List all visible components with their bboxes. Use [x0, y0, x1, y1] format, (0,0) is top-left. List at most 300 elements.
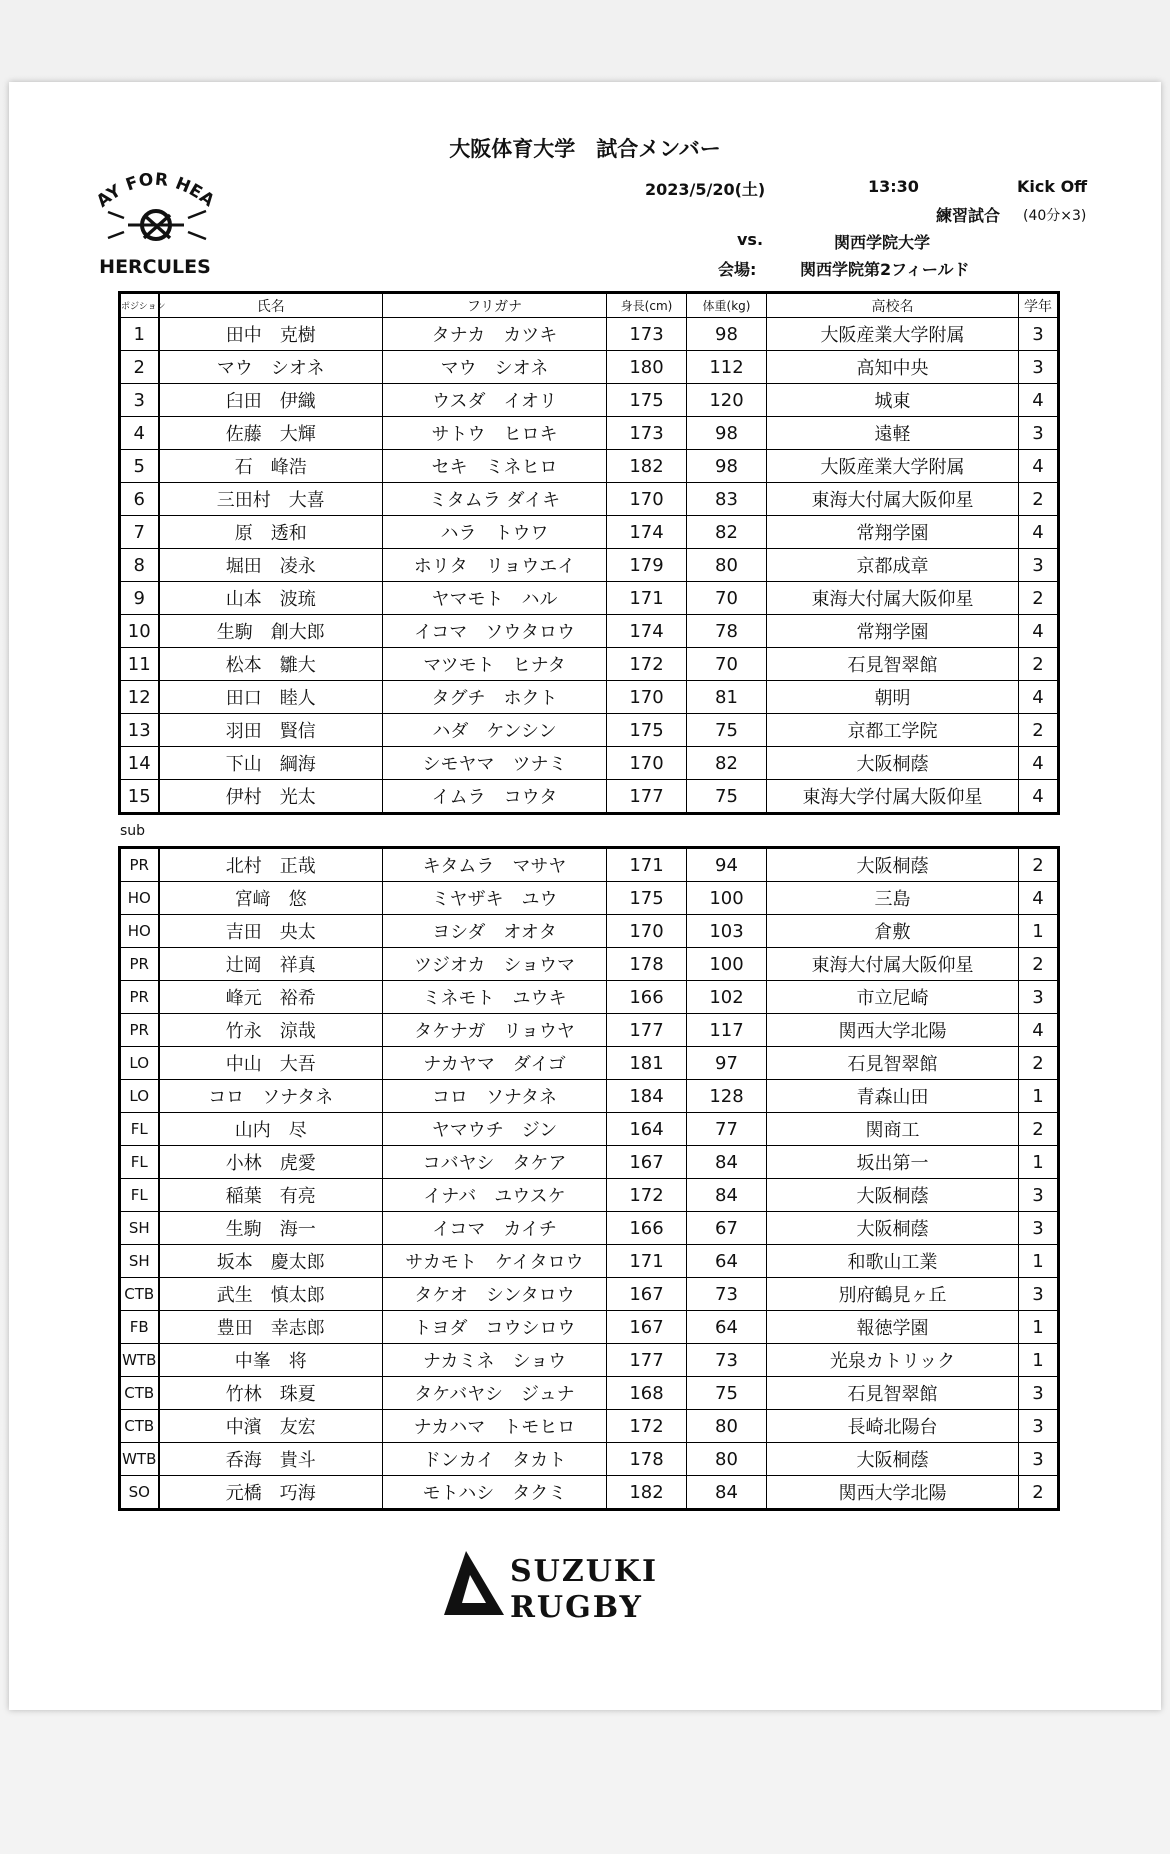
- position-cell: FL: [120, 1146, 159, 1179]
- year-cell: 1: [1019, 1146, 1059, 1179]
- year-cell: 3: [1019, 1443, 1059, 1476]
- position-cell: FL: [120, 1179, 159, 1212]
- name-cell: 元橋 巧海: [159, 1476, 383, 1510]
- starter-row: [120, 384, 1059, 417]
- position-cell: 13: [120, 714, 159, 747]
- weight-cell: 100: [687, 948, 767, 981]
- match-time: 13:30: [868, 177, 919, 196]
- school-cell: 京都工学院: [767, 714, 1019, 747]
- name-cell: 伊村 光太: [159, 780, 383, 814]
- vs-label: vs.: [737, 230, 764, 249]
- starter-row: [120, 516, 1059, 549]
- weight-cell: 102: [687, 981, 767, 1014]
- position-cell: PR: [120, 981, 159, 1014]
- weight-cell: 67: [687, 1212, 767, 1245]
- sub-row: [120, 1179, 1059, 1212]
- weight-cell: 117: [687, 1014, 767, 1047]
- weight-cell: 120: [687, 384, 767, 417]
- year-cell: 4: [1019, 1014, 1059, 1047]
- name-cell: 羽田 賢信: [159, 714, 383, 747]
- weight-cell: 80: [687, 549, 767, 582]
- school-cell: 高知中央: [767, 351, 1019, 384]
- svg-text:PLAY FOR HEART: AY FOR HEA: [92, 169, 219, 212]
- year-cell: 4: [1019, 384, 1059, 417]
- sub-row: [120, 848, 1059, 882]
- starter-row: [120, 549, 1059, 582]
- weight-cell: 80: [687, 1443, 767, 1476]
- sub-row: [120, 1212, 1059, 1245]
- weight-cell: 83: [687, 483, 767, 516]
- height-cell: 170: [607, 681, 687, 714]
- kana-cell: タナカ カツキ: [383, 318, 607, 351]
- venue-label: 会場:: [718, 260, 757, 279]
- sub-row: [120, 981, 1059, 1014]
- school-cell: 和歌山工業: [767, 1245, 1019, 1278]
- name-cell: 臼田 伊織: [159, 384, 383, 417]
- kana-cell: ミヤザキ ユウ: [383, 882, 607, 915]
- position-cell: 3: [120, 384, 159, 417]
- name-cell: コロ ソナタネ: [159, 1080, 383, 1113]
- school-cell: 大阪桐蔭: [767, 848, 1019, 882]
- position-cell: PR: [120, 948, 159, 981]
- height-cell: 178: [607, 1443, 687, 1476]
- year-cell: 3: [1019, 981, 1059, 1014]
- kana-cell: イコマ ソウタロウ: [383, 615, 607, 648]
- height-cell: 167: [607, 1311, 687, 1344]
- weight-cell: 84: [687, 1146, 767, 1179]
- year-cell: 1: [1019, 1344, 1059, 1377]
- weight-cell: 82: [687, 516, 767, 549]
- kana-cell: トヨダ コウシロウ: [383, 1311, 607, 1344]
- school-cell: 大阪桐蔭: [767, 747, 1019, 780]
- weight-cell: 77: [687, 1113, 767, 1146]
- year-cell: 4: [1019, 747, 1059, 780]
- height-cell: 172: [607, 648, 687, 681]
- sub-row: [120, 1443, 1059, 1476]
- name-cell: 田中 克樹: [159, 318, 383, 351]
- school-cell: 別府鶴見ヶ丘: [767, 1278, 1019, 1311]
- year-cell: 1: [1019, 1245, 1059, 1278]
- sub-row: [120, 1047, 1059, 1080]
- position-cell: CTB: [120, 1377, 159, 1410]
- kana-cell: イナバ ユウスケ: [383, 1179, 607, 1212]
- name-cell: 坂本 慶太郎: [159, 1245, 383, 1278]
- kickoff-label: Kick Off: [1017, 177, 1088, 196]
- height-cell: 173: [607, 417, 687, 450]
- kana-cell: マツモト ヒナタ: [383, 648, 607, 681]
- position-cell: CTB: [120, 1278, 159, 1311]
- school-cell: 大阪産業大学附属: [767, 450, 1019, 483]
- school-cell: 関西大学北陽: [767, 1014, 1019, 1047]
- year-cell: 2: [1019, 1476, 1059, 1510]
- kana-cell: ハラ トウワ: [383, 516, 607, 549]
- weight-cell: 84: [687, 1179, 767, 1212]
- height-cell: 171: [607, 1245, 687, 1278]
- position-cell: 5: [120, 450, 159, 483]
- school-cell: 遠軽: [767, 417, 1019, 450]
- height-cell: 170: [607, 747, 687, 780]
- weight-cell: 97: [687, 1047, 767, 1080]
- height-cell: 175: [607, 384, 687, 417]
- name-cell: 山本 波琉: [159, 582, 383, 615]
- sub-row: [120, 1311, 1059, 1344]
- year-cell: 2: [1019, 848, 1059, 882]
- name-cell: 中峯 将: [159, 1344, 383, 1377]
- weight-cell: 70: [687, 582, 767, 615]
- height-cell: 170: [607, 915, 687, 948]
- school-cell: 城東: [767, 384, 1019, 417]
- sub-row: [120, 1113, 1059, 1146]
- col-header-position: ポジション: [120, 293, 159, 318]
- weight-cell: 112: [687, 351, 767, 384]
- position-cell: FB: [120, 1311, 159, 1344]
- school-cell: 長崎北陽台: [767, 1410, 1019, 1443]
- weight-cell: 98: [687, 450, 767, 483]
- school-cell: 市立尼崎: [767, 981, 1019, 1014]
- weight-cell: 75: [687, 1377, 767, 1410]
- position-cell: WTB: [120, 1344, 159, 1377]
- col-header-year: 学年: [1019, 293, 1059, 318]
- position-cell: HO: [120, 915, 159, 948]
- position-cell: HO: [120, 882, 159, 915]
- starter-row: [120, 681, 1059, 714]
- year-cell: 2: [1019, 648, 1059, 681]
- height-cell: 178: [607, 948, 687, 981]
- year-cell: 3: [1019, 417, 1059, 450]
- weight-cell: 64: [687, 1311, 767, 1344]
- col-header-school: 高校名: [767, 293, 1019, 318]
- opponent-name: 関西学院大学: [834, 233, 931, 252]
- height-cell: 167: [607, 1146, 687, 1179]
- height-cell: 172: [607, 1410, 687, 1443]
- height-cell: 180: [607, 351, 687, 384]
- height-cell: 182: [607, 450, 687, 483]
- height-cell: 164: [607, 1113, 687, 1146]
- height-cell: 174: [607, 516, 687, 549]
- school-cell: 朝明: [767, 681, 1019, 714]
- year-cell: 2: [1019, 714, 1059, 747]
- school-cell: 石見智翠館: [767, 1377, 1019, 1410]
- subs-body: [120, 848, 1059, 1510]
- school-cell: 常翔学園: [767, 615, 1019, 648]
- col-header-weight: 体重(kg): [687, 293, 767, 318]
- year-cell: 3: [1019, 1278, 1059, 1311]
- weight-cell: 75: [687, 780, 767, 814]
- starter-row: [120, 648, 1059, 681]
- height-cell: 173: [607, 318, 687, 351]
- sub-row: [120, 1080, 1059, 1113]
- sub-row: [120, 1146, 1059, 1179]
- kana-cell: コロ ソナタネ: [383, 1080, 607, 1113]
- table-header-row: [120, 293, 1059, 318]
- school-cell: 報徳学園: [767, 1311, 1019, 1344]
- height-cell: 166: [607, 1212, 687, 1245]
- year-cell: 4: [1019, 516, 1059, 549]
- sub-label: sub: [120, 823, 146, 839]
- kana-cell: タケバヤシ ジュナ: [383, 1377, 607, 1410]
- height-cell: 177: [607, 1344, 687, 1377]
- school-cell: 大阪桐蔭: [767, 1179, 1019, 1212]
- school-cell: 関西大学北陽: [767, 1476, 1019, 1510]
- position-cell: SH: [120, 1245, 159, 1278]
- weight-cell: 73: [687, 1278, 767, 1311]
- svg-text:RUGBY: RUGBY: [510, 1590, 643, 1625]
- col-header-kana: フリガナ: [383, 293, 607, 318]
- kana-cell: サカモト ケイタロウ: [383, 1245, 607, 1278]
- position-cell: PR: [120, 848, 159, 882]
- kana-cell: ツジオカ ショウマ: [383, 948, 607, 981]
- position-cell: 6: [120, 483, 159, 516]
- starters-body: [120, 318, 1059, 814]
- year-cell: 3: [1019, 1179, 1059, 1212]
- name-cell: 吉田 央太: [159, 915, 383, 948]
- starter-row: [120, 318, 1059, 351]
- height-cell: 175: [607, 714, 687, 747]
- kana-cell: ヤマモト ハル: [383, 582, 607, 615]
- kana-cell: ナカハマ トモヒロ: [383, 1410, 607, 1443]
- sub-row: [120, 1476, 1059, 1510]
- name-cell: 呑海 貴斗: [159, 1443, 383, 1476]
- name-cell: 竹永 涼哉: [159, 1014, 383, 1047]
- year-cell: 2: [1019, 582, 1059, 615]
- name-cell: 佐藤 大輝: [159, 417, 383, 450]
- kana-cell: ミネモト ユウキ: [383, 981, 607, 1014]
- kana-cell: マウ シオネ: [383, 351, 607, 384]
- weight-cell: 103: [687, 915, 767, 948]
- year-cell: 3: [1019, 1410, 1059, 1443]
- position-cell: 4: [120, 417, 159, 450]
- kana-cell: ヤマウチ ジン: [383, 1113, 607, 1146]
- year-cell: 2: [1019, 1113, 1059, 1146]
- school-cell: 光泉カトリック: [767, 1344, 1019, 1377]
- year-cell: 1: [1019, 1080, 1059, 1113]
- venue-name: 関西学院第2フィールド: [800, 260, 970, 279]
- name-cell: 石 峰浩: [159, 450, 383, 483]
- kana-cell: ウスダ イオリ: [383, 384, 607, 417]
- name-cell: 田口 睦人: [159, 681, 383, 714]
- year-cell: 3: [1019, 351, 1059, 384]
- year-cell: 4: [1019, 615, 1059, 648]
- position-cell: 9: [120, 582, 159, 615]
- weight-cell: 94: [687, 848, 767, 882]
- height-cell: 177: [607, 780, 687, 814]
- sub-row: [120, 882, 1059, 915]
- subs-table: [118, 846, 1060, 1511]
- position-cell: 7: [120, 516, 159, 549]
- col-header-name: 氏名: [159, 293, 383, 318]
- position-cell: 8: [120, 549, 159, 582]
- starter-row: [120, 780, 1059, 814]
- height-cell: 172: [607, 1179, 687, 1212]
- sub-row: [120, 1377, 1059, 1410]
- school-cell: 大阪産業大学附属: [767, 318, 1019, 351]
- starter-row: [120, 615, 1059, 648]
- name-cell: 稲葉 有亮: [159, 1179, 383, 1212]
- kana-cell: モトハシ タクミ: [383, 1476, 607, 1510]
- sub-row: [120, 1014, 1059, 1047]
- name-cell: 宮﨑 悠: [159, 882, 383, 915]
- height-cell: 184: [607, 1080, 687, 1113]
- position-cell: WTB: [120, 1443, 159, 1476]
- height-cell: 171: [607, 848, 687, 882]
- position-cell: LO: [120, 1080, 159, 1113]
- kana-cell: ナカミネ ショウ: [383, 1344, 607, 1377]
- kana-cell: ホリタ リョウエイ: [383, 549, 607, 582]
- kana-cell: シモヤマ ツナミ: [383, 747, 607, 780]
- name-cell: 下山 綱海: [159, 747, 383, 780]
- name-cell: 北村 正哉: [159, 848, 383, 882]
- starter-row: [120, 747, 1059, 780]
- weight-cell: 80: [687, 1410, 767, 1443]
- position-cell: CTB: [120, 1410, 159, 1443]
- weight-cell: 73: [687, 1344, 767, 1377]
- school-cell: 倉敷: [767, 915, 1019, 948]
- school-cell: 石見智翠館: [767, 1047, 1019, 1080]
- name-cell: 辻岡 祥真: [159, 948, 383, 981]
- kana-cell: イムラ コウタ: [383, 780, 607, 814]
- position-cell: 11: [120, 648, 159, 681]
- name-cell: 山内 尽: [159, 1113, 383, 1146]
- name-cell: 小林 虎愛: [159, 1146, 383, 1179]
- name-cell: 峰元 裕希: [159, 981, 383, 1014]
- height-cell: 175: [607, 882, 687, 915]
- height-cell: 168: [607, 1377, 687, 1410]
- sub-row: [120, 1410, 1059, 1443]
- name-cell: 中山 大吾: [159, 1047, 383, 1080]
- school-cell: 東海大学付属大阪仰星: [767, 780, 1019, 814]
- weight-cell: 64: [687, 1245, 767, 1278]
- starter-row: [120, 351, 1059, 384]
- starter-row: [120, 417, 1059, 450]
- kana-cell: タケナガ リョウヤ: [383, 1014, 607, 1047]
- position-cell: 14: [120, 747, 159, 780]
- name-cell: 生駒 創大郎: [159, 615, 383, 648]
- kana-cell: ミタムラ ダイキ: [383, 483, 607, 516]
- year-cell: 2: [1019, 1047, 1059, 1080]
- name-cell: 堀田 凌永: [159, 549, 383, 582]
- year-cell: 3: [1019, 1377, 1059, 1410]
- kana-cell: タグチ ホクト: [383, 681, 607, 714]
- sub-row: [120, 1245, 1059, 1278]
- position-cell: 12: [120, 681, 159, 714]
- name-cell: 武生 慎太郎: [159, 1278, 383, 1311]
- school-cell: 京都成章: [767, 549, 1019, 582]
- kana-cell: ハダ ケンシン: [383, 714, 607, 747]
- sub-row: [120, 1344, 1059, 1377]
- height-cell: 181: [607, 1047, 687, 1080]
- height-cell: 166: [607, 981, 687, 1014]
- height-cell: 179: [607, 549, 687, 582]
- starter-row: [120, 714, 1059, 747]
- svg-text:HERCULES: HERCULES: [99, 256, 211, 278]
- weight-cell: 100: [687, 882, 767, 915]
- starter-row: [120, 582, 1059, 615]
- match-duration: (40分×3): [1023, 208, 1087, 224]
- year-cell: 4: [1019, 882, 1059, 915]
- starter-row: [120, 483, 1059, 516]
- year-cell: 4: [1019, 681, 1059, 714]
- year-cell: 2: [1019, 948, 1059, 981]
- hercules-logo-graphic: [88, 168, 223, 280]
- school-cell: 関商工: [767, 1113, 1019, 1146]
- match-date: 2023/5/20(土): [645, 180, 766, 199]
- year-cell: 1: [1019, 915, 1059, 948]
- year-cell: 2: [1019, 483, 1059, 516]
- weight-cell: 98: [687, 417, 767, 450]
- position-cell: 10: [120, 615, 159, 648]
- school-cell: 東海大付属大阪仰星: [767, 948, 1019, 981]
- height-cell: 182: [607, 1476, 687, 1510]
- weight-cell: 98: [687, 318, 767, 351]
- school-cell: 大阪桐蔭: [767, 1443, 1019, 1476]
- kana-cell: サトウ ヒロキ: [383, 417, 607, 450]
- svg-text:SUZUKI: SUZUKI: [510, 1554, 658, 1589]
- col-header-height: 身長(cm): [607, 293, 687, 318]
- starters-table: [118, 291, 1060, 815]
- name-cell: 松本 雛大: [159, 648, 383, 681]
- name-cell: 生駒 海一: [159, 1212, 383, 1245]
- name-cell: 原 透和: [159, 516, 383, 549]
- kana-cell: コバヤシ タケア: [383, 1146, 607, 1179]
- position-cell: SH: [120, 1212, 159, 1245]
- position-cell: SO: [120, 1476, 159, 1510]
- starter-row: [120, 450, 1059, 483]
- weight-cell: 81: [687, 681, 767, 714]
- weight-cell: 82: [687, 747, 767, 780]
- height-cell: 177: [607, 1014, 687, 1047]
- year-cell: 3: [1019, 318, 1059, 351]
- sub-row: [120, 948, 1059, 981]
- kana-cell: タケオ シンタロウ: [383, 1278, 607, 1311]
- name-cell: 三田村 大喜: [159, 483, 383, 516]
- name-cell: 中濱 友宏: [159, 1410, 383, 1443]
- school-cell: 坂出第一: [767, 1146, 1019, 1179]
- year-cell: 4: [1019, 780, 1059, 814]
- suzuki-rugby-logo-graphic: [440, 1545, 670, 1625]
- school-cell: 大阪桐蔭: [767, 1212, 1019, 1245]
- kana-cell: ナカヤマ ダイゴ: [383, 1047, 607, 1080]
- school-cell: 青森山田: [767, 1080, 1019, 1113]
- weight-cell: 128: [687, 1080, 767, 1113]
- year-cell: 4: [1019, 450, 1059, 483]
- school-cell: 石見智翠館: [767, 648, 1019, 681]
- weight-cell: 75: [687, 714, 767, 747]
- hercules-logo: [88, 168, 223, 284]
- weight-cell: 84: [687, 1476, 767, 1510]
- year-cell: 1: [1019, 1311, 1059, 1344]
- position-cell: LO: [120, 1047, 159, 1080]
- height-cell: 174: [607, 615, 687, 648]
- kana-cell: セキ ミネヒロ: [383, 450, 607, 483]
- suzuki-rugby-logo: [440, 1545, 670, 1629]
- kana-cell: キタムラ マサヤ: [383, 848, 607, 882]
- position-cell: 2: [120, 351, 159, 384]
- name-cell: マウ シオネ: [159, 351, 383, 384]
- school-cell: 常翔学園: [767, 516, 1019, 549]
- kana-cell: ドンカイ タカト: [383, 1443, 607, 1476]
- sub-row: [120, 915, 1059, 948]
- page-title: 大阪体育大学 試合メンバー: [449, 137, 721, 161]
- match-type: 練習試合: [936, 206, 1001, 225]
- sub-row: [120, 1278, 1059, 1311]
- weight-cell: 70: [687, 648, 767, 681]
- height-cell: 170: [607, 483, 687, 516]
- year-cell: 3: [1019, 1212, 1059, 1245]
- school-cell: 三島: [767, 882, 1019, 915]
- position-cell: 15: [120, 780, 159, 814]
- weight-cell: 78: [687, 615, 767, 648]
- position-cell: PR: [120, 1014, 159, 1047]
